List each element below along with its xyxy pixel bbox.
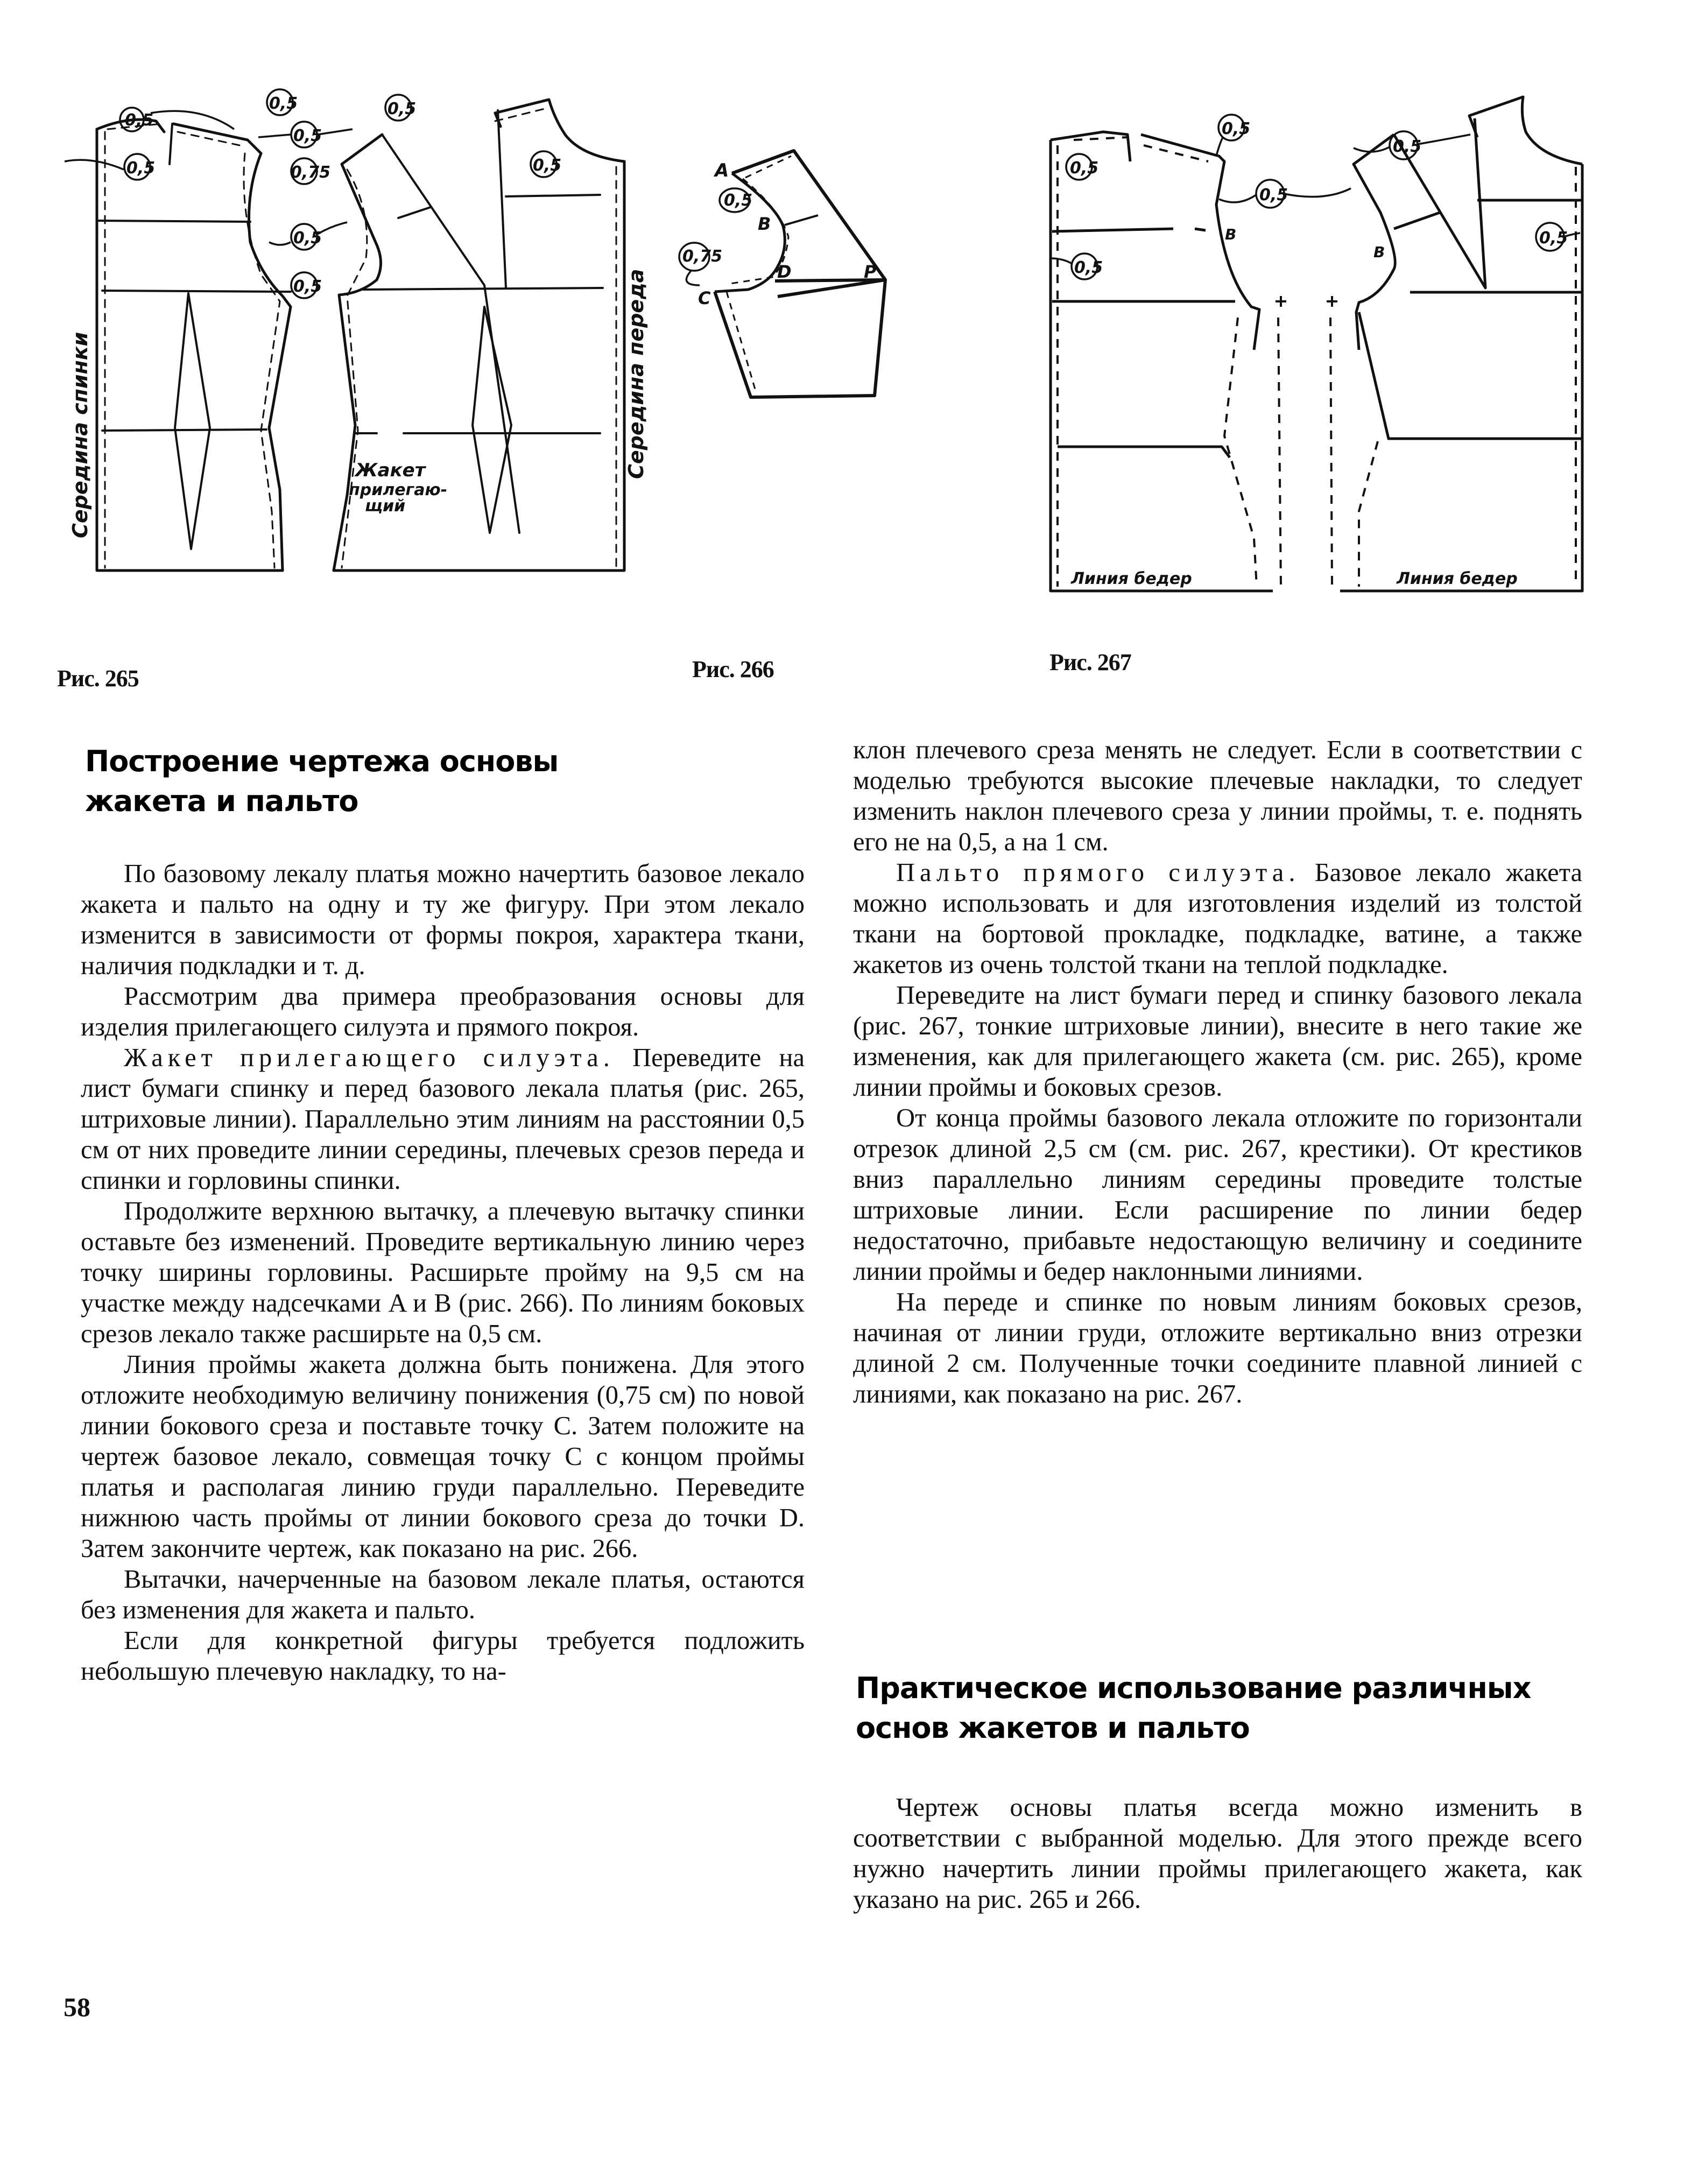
page-number: 58	[64, 1992, 90, 2022]
caption-fig-265: Рис. 265	[57, 665, 139, 692]
paragraph-straight-coat	[853, 857, 1582, 980]
dim-0-5-back-shoulder: 0,5	[1222, 119, 1251, 138]
dim-0-5-hip: 0,5	[293, 277, 322, 296]
left-column-text	[81, 858, 805, 1687]
notch-b-front: В	[1373, 243, 1385, 261]
label-jacket-line2: прилегаю-	[349, 481, 448, 499]
paragraph-body: Переведите на лист бумаги спинку и перед базового лекала платья (рис. 265, штриховые линии). Параллельно этим линиям на расстоянии 0,5 см от них проведите линии середины, плечевых срезов переда и спинки и горловины спинки.	[81, 1044, 805, 1195]
run-in-fitted-jacket: Жакет прилегающего силуэта.	[124, 1044, 615, 1072]
dim-0-5-front-shoulder: 0,5	[387, 100, 417, 118]
paragraph-fitted-jacket	[81, 1042, 805, 1196]
paragraph: От конца проймы базового лекала отложите по горизонтали отрезок длиной 2,5 см (см. рис. 267, крестики). От крестиков вниз параллельно линиям середины проведите толстые штриховые линии. Если расширение по линии бедер недостаточно, прибавьте недостающую величину и соедините линии проймы и бедер наклонными линиями.	[853, 1104, 1582, 1286]
run-in-straight-coat: Пальто прямого силуэта.	[896, 858, 1300, 887]
dim-0-5-back-neck: 0,5	[125, 111, 154, 130]
caption-fig-267: Рис. 267	[1049, 649, 1131, 675]
figure-266-drawing	[646, 151, 996, 635]
dim-0-5-back-center: 0,5	[126, 159, 156, 178]
figure-265-drawing	[54, 81, 646, 700]
heading-line-1: Практическое использование различных	[856, 1671, 1531, 1705]
paragraph: На переде и спинке по новым линиям боковых срезов, начиная от линии груди, отложите вертикально вниз отрезки длиной 2 см. Полученные точки соедините плавной линией с линиями, как показано на рис. 267.	[853, 1288, 1582, 1408]
section-heading-construction	[85, 742, 558, 821]
point-d: D	[777, 262, 792, 282]
right-column-text	[853, 735, 1582, 1410]
dim-0-5-front-shoulder: 0,5	[1393, 137, 1422, 156]
paragraph: Вытачки, начерченные на базовом лекале платья, остаются без изменения для жакета и пальто.	[81, 1565, 805, 1624]
paragraph-continued: клон плечевого среза менять не следует. Если в соответствии с моделью требуются высокие плечевые накладки, то следует изменить наклон плечевого среза у линии проймы, т. е. поднять его не на 0,5, а на 1 см.	[853, 736, 1582, 856]
label-hip-line-back: Линия бедер	[1071, 569, 1192, 588]
paragraph: Продолжите верхнюю вытачку, а плечевую вытачку спинки оставьте без изменений. Проведите вертикальную линию через точку ширины горловины. Расширьте пройму на 9,5 см на участке между надсечками A и B (рис. 266). По линиям боковых срезов лекало также расширьте на 0,5 см.	[81, 1197, 805, 1348]
dim-0-5-armhole: 0,5	[293, 126, 322, 145]
point-p: P	[864, 262, 877, 282]
shoulder-block	[732, 151, 885, 297]
dim-0-5-waist: 0,5	[293, 229, 322, 248]
dim-0-5-front-center: 0,5	[533, 156, 562, 175]
back-armhole-side	[249, 153, 291, 570]
paragraph-body: Базовое лекало жакета можно использовать и для изготовления изделий из толстой ткани на бортовой прокладке, подкладке, ватине, а также жакетов из очень толстой ткани на теплой подкладке.	[853, 858, 1583, 979]
paragraph: Линия проймы жакета должна быть понижена. Для этого отложите необходимую величину понижения (0,75 см) по новой линии бокового среза и поставьте точку C. Затем положите на чертеж базовое лекало, совмещая точку C с концом проймы платья и располагая линию груди параллельно. Переведите нижнюю часть проймы от линии бокового среза до точки D. Затем закончите чертеж, как показано на рис. 266.	[81, 1350, 805, 1563]
figure-267	[1023, 81, 1615, 700]
label-jacket-line1: Жакет	[355, 460, 426, 481]
heading-line-1: Построение чертежа основы	[85, 744, 559, 778]
dim-0-5-back-shoulder: 0,5	[269, 94, 298, 113]
paragraph: Переведите на лист бумаги перед и спинку базового лекала (рис. 267, тонкие штриховые линии), внесите в него такие же изменения, как для прилегающего жакета (см. рис. 265), кроме линии проймы и боковых срезов.	[853, 981, 1582, 1102]
notch-b-back: В	[1225, 226, 1237, 243]
right-column-text-section2	[853, 1792, 1582, 1915]
dimension-markers	[65, 89, 561, 298]
back-outline	[97, 129, 283, 570]
point-a: A	[715, 160, 729, 181]
figure-267-drawing	[1023, 81, 1615, 673]
label-front-center: Середина переда	[624, 269, 648, 479]
dim-0-5-front-center: 0,5	[1539, 229, 1568, 248]
point-b: B	[758, 214, 771, 234]
paragraph: Если для конкретной фигуры требуется подложить небольшую плечевую накладку, то на-	[81, 1626, 805, 1686]
dim-0-5: 0,5	[724, 191, 753, 210]
dim-0-75: 0,75	[682, 247, 723, 266]
point-c: C	[698, 288, 711, 308]
heading-line-2: основ жакетов и пальто	[856, 1711, 1250, 1745]
front-outline	[1340, 164, 1582, 591]
paragraph: Рассмотрим два примера преобразования основы для изделия прилегающего силуэта и прямого покроя.	[81, 982, 805, 1041]
dim-0-5-armhole: 0,5	[1259, 186, 1288, 205]
dim-0-75-armhole-drop: 0,75	[291, 163, 331, 182]
paragraph: По базовому лекалу платья можно начертить базовое лекало жакета и пальто на одну и ту же фигуру. При этом лекало изменится в зависимости от формы покроя, характера ткани, наличия подкладки и т. д.	[81, 859, 805, 980]
label-hip-line-front: Линия бедер	[1397, 569, 1518, 588]
caption-fig-266: Рис. 266	[692, 656, 774, 682]
figure-265	[54, 81, 646, 700]
label-back-center: Середина спинки	[68, 332, 92, 538]
dim-0-5-back-neck: 0,5	[1070, 159, 1099, 178]
figure-266	[646, 151, 996, 689]
label-jacket-line3: щий	[365, 497, 406, 516]
section-heading-practical-use	[856, 1668, 1531, 1748]
paragraph: Чертеж основы платья всегда можно изменить в соответствии с выбранной моделью. Для этого прежде всего нужно начертить линии проймы прилегающего жакета, как указано на рис. 265 и 266.	[853, 1793, 1582, 1914]
dim-0-5-back-center: 0,5	[1074, 258, 1103, 277]
back-outline	[1051, 140, 1273, 591]
heading-line-2: жакета и пальто	[85, 784, 358, 818]
